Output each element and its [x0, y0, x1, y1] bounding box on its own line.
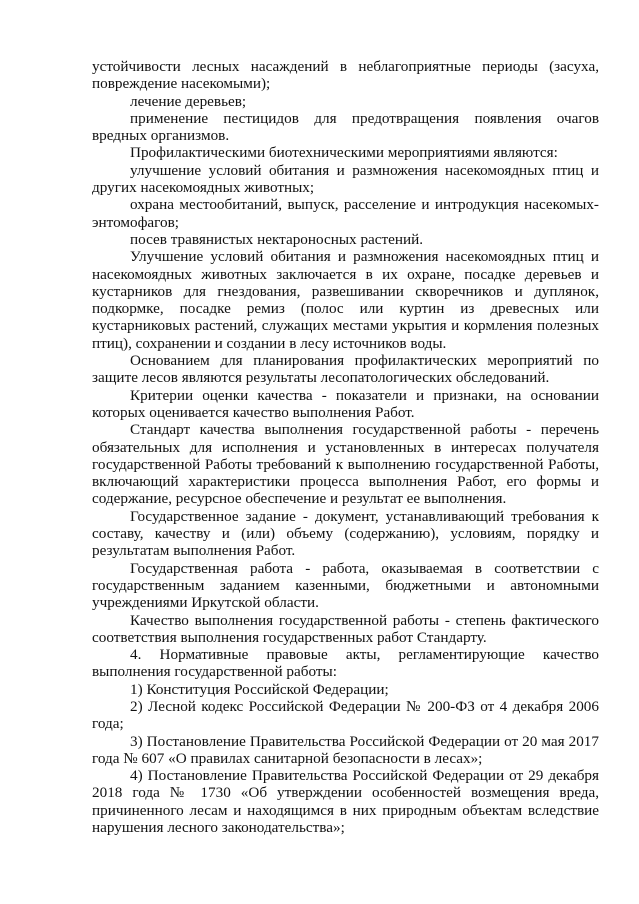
- paragraph-11: Стандарт качества выполнения государственной работы - перечень обязательных для исполнения и установленных в интересах получателя государственной Работы требований к выполнению государственной Работы, включающий характеристики процесса выполнения Работ, его формы и содержание, ресурсное обеспечение и результат ее выполнения.: [92, 421, 599, 508]
- paragraph-10: Критерии оценки качества - показатели и признаки, на основании которых оценивается качество выполнения Работ.: [92, 386, 599, 421]
- paragraph-4: Профилактическими биотехническими мероприятиями являются:: [130, 144, 558, 162]
- paragraph-16: 1) Конституция Российской Федерации;: [130, 680, 389, 698]
- paragraph-8: Улучшение условий обитания и размножения насекомоядных птиц и насекомоядных животных заключается в их охране, посадке деревьев и кустарников для гнездования, развешивании скворечников и дуплянок, подкормке, посадке ремиз (полос или куртин из древесных или кустарниковых растений, служащих местами укрытия и кормления полезных птиц), сохранении и создании в лесу источников воды.: [92, 248, 599, 352]
- paragraph-9: Основанием для планирования профилактических мероприятий по защите лесов являются результаты лесопатологических обследований.: [92, 352, 599, 387]
- paragraph-14: Качество выполнения государственной работы - степень фактического соответствия выполнения государственных работ Стандарту.: [92, 611, 599, 646]
- paragraph-6: охрана местообитаний, выпуск, расселение и интродукция насекомых-энтомофагов;: [92, 196, 599, 231]
- paragraph-1: устойчивости лесных насаждений в неблагоприятные периоды (засуха, повреждение насекомыми);: [92, 58, 599, 93]
- paragraph-13: Государственная работа - работа, оказываемая в соответствии с государственным заданием казенными, бюджетными и автономными учреждениями Иркутской области.: [92, 559, 599, 612]
- paragraph-12: Государственное задание - документ, устанавливающий требования к составу, качеству и (или) объему (содержанию), условиям, порядку и результатам выполнения Работ.: [92, 507, 599, 560]
- paragraph-18: 3) Постановление Правительства Российской Федерации от 20 мая 2017 года № 607 «О правилах санитарной безопасности в лесах»;: [92, 732, 599, 767]
- paragraph-5: улучшение условий обитания и размножения насекомоядных птиц и других насекомоядных животных;: [92, 161, 599, 197]
- paragraph-15: 4. Нормативные правовые акты, регламентирующие качество выполнения государственной работы:: [92, 646, 599, 681]
- paragraph-2: лечение деревьев;: [130, 92, 247, 110]
- paragraph-3: применение пестицидов для предотвращения появления очагов вредных организмов.: [92, 109, 599, 145]
- paragraph-19: 4) Постановление Правительства Российской Федерации от 29 декабря 2018 года № 1730 «Об утверждении особенностей возмещения вреда, причиненного лесам и находящимся в них природным объектам вследствие нарушения лесного законодательства»;: [92, 767, 599, 837]
- paragraph-17: 2) Лесной кодекс Российской Федерации № 200-ФЗ от 4 декабря 2006 года;: [92, 697, 599, 733]
- paragraph-7: посев травянистых нектароносных растений.: [130, 230, 424, 248]
